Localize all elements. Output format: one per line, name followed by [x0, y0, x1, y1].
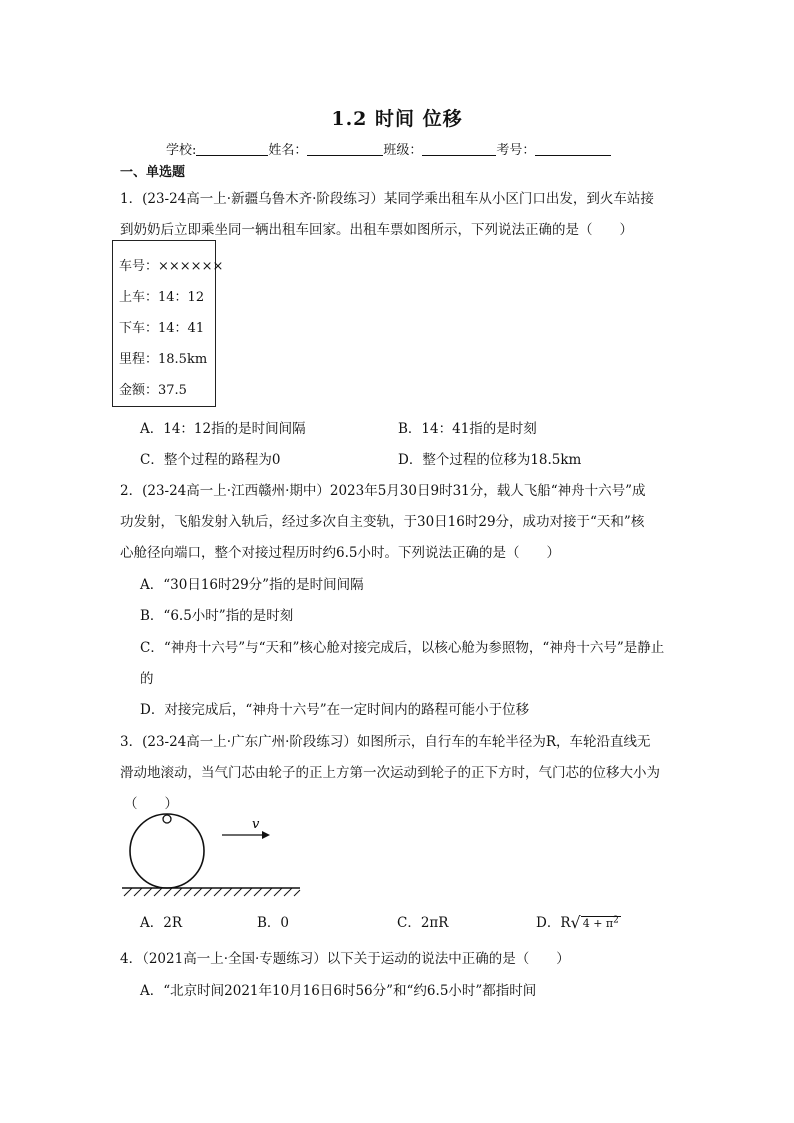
- q3-option-a: A．2R: [140, 915, 183, 931]
- q3-line2: 滑动地滚动，当气门芯由轮子的正上方第一次运动到轮子的正下方时，气门芯的位移大小为: [120, 765, 660, 781]
- exam-blank: [535, 142, 611, 156]
- q2-line2: 功发射，飞船发射入轨后，经过多次自主变轨，于30日16时29分，成功对接于“天和”核: [120, 514, 645, 530]
- radicand-text: 4 + π: [582, 917, 614, 930]
- q4-option-a: A．“北京时间2021年10月16日6时56分”和“约6.5小时”都指时间: [140, 983, 537, 999]
- ground-hatching: [124, 888, 300, 896]
- radicand: [581, 916, 621, 930]
- ticket-line: 下车：14：41: [119, 321, 205, 336]
- q3-line1: 3．(23-24高一上·广东广州·阶段练习）如图所示，自行车的车轮半径为R，车轮沿直线无: [120, 734, 651, 750]
- radical-sign: √: [570, 913, 581, 932]
- class-label: 班级：: [383, 143, 423, 158]
- section-heading: 一、单选题: [120, 165, 186, 180]
- q3-option-b: B．0: [257, 915, 290, 931]
- q4-line1: 4．（2021高一上·全国·专题练习）以下关于运动的说法中正确的是（ ）: [120, 951, 570, 967]
- bicycle-wheel-diagram: [118, 812, 308, 898]
- taxi-ticket: [112, 240, 224, 407]
- class-blank: [422, 142, 496, 156]
- valve-core: [163, 815, 171, 823]
- velocity-label: v: [252, 817, 260, 832]
- q2-option-c: C．“神舟十六号”与“天和”核心舱对接完成后，以核心舱为参照物，“神舟十六号”是静止: [140, 640, 665, 656]
- wheel-circle: [130, 814, 204, 888]
- q3-line3: （ ）: [124, 796, 178, 812]
- radicand-exponent: 2: [613, 915, 619, 926]
- q1-option-c: C．整个过程的路程为0: [140, 452, 281, 468]
- q3-option-c: C．2πR: [397, 915, 449, 931]
- q1-option-d: D．整个过程的位移为18.5km: [398, 452, 582, 468]
- school-label: 学校:: [166, 143, 197, 158]
- name-blank: [307, 142, 383, 156]
- school-blank: [196, 142, 268, 156]
- ticket-line: 车号：××××××: [119, 259, 224, 274]
- q1-option-b: B．14：41指的是时刻: [398, 421, 537, 437]
- ticket-line: 金额：37.5: [119, 383, 187, 398]
- q2-option-a: A．“30日16时29分”指的是时间间隔: [140, 577, 364, 593]
- q2-line3: 心舱径向端口，整个对接过程历时约6.5小时。下列说法正确的是（ ）: [120, 545, 560, 561]
- q2-line1: 2．(23-24高一上·江西赣州·期中）2023年5月30日9时31分，载人飞船“神舟十六号”成: [120, 483, 646, 499]
- velocity-arrow-head: [262, 831, 270, 839]
- name-label: 姓名：: [268, 143, 308, 158]
- q2-option-b: B．“6.5小时”指的是时刻: [140, 608, 294, 624]
- page-title: 1.2 时间 位移: [331, 108, 463, 130]
- q1-option-a: A．14：12指的是时间间隔: [140, 421, 306, 437]
- q1-line1: 1．(23-24高一上·新疆乌鲁木齐·阶段练习）某同学乘出租车从小区门口出发，到火车站接: [120, 191, 654, 207]
- q3-option-d: [536, 911, 621, 931]
- q2-option-c-cont: 的: [140, 671, 154, 687]
- ticket-line: 上车：14：12: [119, 290, 205, 305]
- q2-option-d: D．对接完成后，“神舟十六号”在一定时间内的路程可能小于位移: [140, 702, 530, 718]
- ticket-line: 里程：18.5km: [119, 352, 208, 367]
- student-info-row: [166, 139, 611, 158]
- exam-label: 考号：: [496, 143, 536, 158]
- q3-option-d-prefix: D．R: [536, 915, 571, 931]
- q1-line2: 到奶奶后立即乘坐同一辆出租车回家。出租车票如图所示，下列说法正确的是（ ）: [120, 222, 633, 238]
